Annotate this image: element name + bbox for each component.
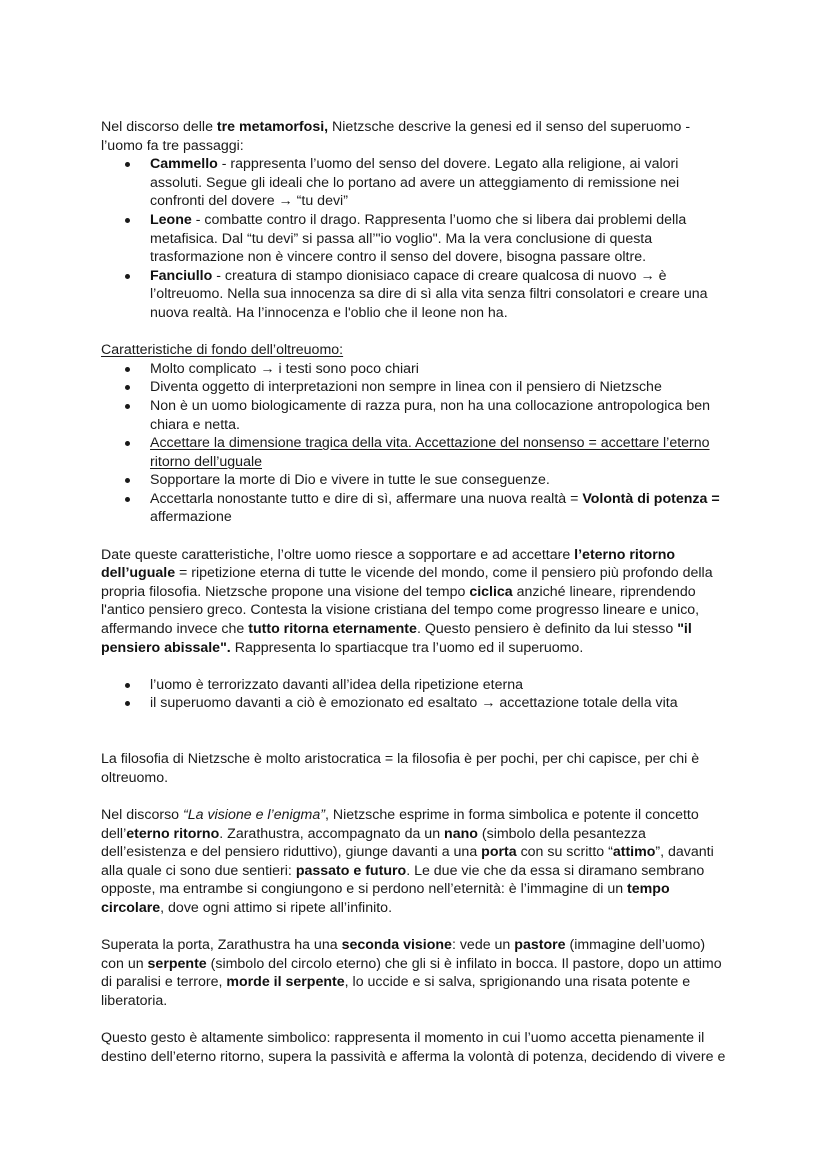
bold-term: Volontà di potenza =: [582, 490, 720, 507]
bullet-icon: [125, 385, 130, 390]
aristocratica-paragraph: La filosofia di Nietzsche è molto aristocratica = la filosofia è per pochi, per chi capisce, per chi è oltreuomo.: [101, 751, 700, 786]
text-run: Nel discorso delle: [101, 119, 217, 135]
text-run: Molto complicato → i testi sono poco chiari: [150, 360, 419, 377]
spacer: [101, 787, 729, 806]
spacer: [101, 732, 729, 751]
text-run: , lo uccide e si salva, sprigionando una risata potente e liberatoria.: [101, 974, 691, 1009]
bold-term: serpente: [147, 955, 207, 972]
text-run: . Questo pensiero è definito da lui stesso: [416, 621, 678, 638]
bullet-icon: [125, 441, 130, 446]
list-item: [101, 434, 729, 471]
spacer: [101, 918, 729, 937]
bold-term: Cammello: [150, 156, 218, 173]
bold-term: seconda visione: [341, 937, 452, 954]
text-run: Rappresenta lo spartiacque tra l’uomo ed il superuomo.: [230, 639, 584, 656]
bullet-icon: [125, 683, 130, 688]
spacer: [101, 713, 729, 732]
list-item: [101, 397, 729, 434]
bold-term: "il pensiero abissale".: [101, 621, 692, 656]
list-item: [101, 490, 729, 527]
text-run: : vede un: [451, 937, 515, 954]
document-page: [101, 118, 729, 1066]
text-run: Nel discorso: [101, 806, 184, 823]
bullet-icon: [125, 497, 130, 502]
list-item: [101, 360, 729, 379]
text-run: affermazione: [150, 509, 232, 526]
eterno-ritorno-paragraph: [101, 546, 729, 658]
text-run: l’uomo è terrorizzato davanti all’idea della ripetizione eterna: [150, 676, 524, 693]
text-run: Diventa oggetto di interpretazioni non sempre in linea con il pensiero di Nietzsche: [150, 379, 662, 396]
text-run: Accettarla nonostante tutto e dire di sì, affermare una nuova realtà =: [150, 490, 583, 507]
bold-term: ciclica: [469, 583, 513, 600]
caratteristiche-list: [101, 360, 729, 527]
text-run: con su scritto “: [516, 844, 613, 861]
bullet-icon: [125, 274, 130, 279]
caratteristiche-heading: Caratteristiche di fondo dell’oltreuomo:: [101, 342, 344, 359]
uomo-superuomo-list: [101, 676, 729, 713]
bullet-icon: [125, 162, 130, 167]
pastore-paragraph: [101, 936, 729, 1010]
bold-term: tempo circolare: [101, 881, 670, 916]
list-item: [101, 471, 729, 490]
list-item: [101, 378, 729, 397]
text-run: (immagine dell’uomo) con un: [101, 937, 706, 972]
visione-enigma-paragraph: [101, 806, 729, 918]
list-item-fanciullo: [101, 267, 729, 323]
bullet-icon: [125, 404, 130, 409]
text-run: (simbolo del circolo eterno) che gli si è infilato in bocca. Il pastore, dopo un attimo di paralisi e terrore,: [101, 955, 722, 991]
text-run: anziché lineare, riprendendo l'antico pensiero greco. Contesta la visione cristiana del tempo come progresso lineare e unico, affermando invece che: [101, 583, 700, 638]
spacer: [101, 657, 729, 676]
text-run: Nietzsche descrive la genesi ed il senso del superuomo - l’uomo fa tre passaggi:: [101, 119, 691, 154]
text-run: . Zarathustra, accompagnato da un: [219, 825, 445, 842]
list-item: [101, 676, 729, 695]
text-run: - creatura di stampo dionisiaco capace di creare qualcosa di nuovo → è l’oltreuomo. Nella sua innocenza sa dire di sì alla vita senza filtri consolatori e creare una nuova realtà. Ha l’innocenza e l'oblio che il leone non ha.: [150, 267, 708, 321]
text-run: , Nietzsche esprime in forma simbolica e potente il concetto dell’: [101, 806, 699, 842]
list-item-leone: [101, 211, 729, 267]
bullet-icon: [125, 367, 130, 372]
text-run: Superata la porta, Zarathustra ha una: [101, 937, 342, 954]
bullet-icon: [125, 218, 130, 223]
text-run: il superuomo davanti a ciò è emozionato ed esaltato → accettazione totale della vita: [150, 695, 678, 712]
bold-term: porta: [481, 844, 517, 861]
spacer: [101, 323, 729, 342]
bold-term: pastore: [514, 937, 566, 954]
bold-term: tutto ritorna eternamente: [248, 621, 417, 638]
bold-term: eterno ritorno: [126, 825, 220, 842]
bold-term: nano: [444, 825, 478, 842]
text-run: (simbolo della pesantezza dell’esistenza e del pensiero riduttivo), giunge davanti a una: [101, 825, 646, 861]
bold-term: tre metamorfosi,: [216, 119, 329, 135]
list-item: [101, 694, 729, 713]
spacer: [101, 527, 729, 546]
bold-term: l’eterno ritorno dell’uguale: [101, 546, 676, 582]
spacer: [101, 1011, 729, 1030]
text-run: Sopportare la morte di Dio e vivere in tutte le sue conseguenze.: [150, 472, 550, 489]
bold-term: passato e futuro: [295, 862, 407, 879]
text-run: = ripetizione eterna di tutte le vicende del mondo, come il pensiero più profondo della propria filosofia. Nietzsche propone una visione del tempo: [101, 565, 713, 600]
bold-term: Fanciullo: [150, 267, 213, 284]
metamorfosi-list: [101, 155, 729, 322]
bold-term: morde il serpente: [226, 974, 345, 991]
text-run: Non è un uomo biologicamente di razza pura, non ha una collocazione antropologica ben chiara e netta.: [150, 397, 710, 433]
text-run: - combatte contro il drago. Rappresenta l’uomo che si libera dai problemi della metafisica. Dal “tu devi” si passa all’"io voglio". Ma la vera conclusione di questa trasformazione non è vincere contro il senso del dovere, bisogna passare oltre.: [150, 211, 687, 266]
underlined-text: Accettare la dimensione tragica della vita. Accettazione del nonsenso = accettare l’eterno ritorno dell’uguale: [150, 435, 710, 470]
text-run: , dove ogni attimo si ripete all’infinito.: [160, 899, 393, 916]
text-run: Date queste caratteristiche, l’oltre uomo riesce a sopportare e ad accettare: [101, 546, 575, 563]
bold-term: attimo: [612, 844, 656, 861]
bold-term: Leone: [150, 211, 192, 228]
text-run: - rappresenta l’uomo del senso del dovere. Legato alla religione, ai valori assoluti. Segue gli ideali che lo portano ad avere un atteggiamento di remissione nei confronti del dovere → “tu devi”: [150, 156, 680, 210]
italic-title: “La visione e l’enigma”: [183, 806, 325, 823]
bullet-icon: [125, 701, 130, 706]
metamorfosi-intro: [101, 118, 729, 155]
bullet-icon: [125, 478, 130, 483]
list-item-cammello: [101, 155, 729, 211]
gesto-paragraph: Questo gesto è altamente simbolico: rappresenta il momento in cui l’uomo accetta pienamente il destino dell’eterno ritorno, supera la passività e afferma la volontà di potenza, decidendo di vivere e: [101, 1030, 726, 1065]
text-run: . Le due vie che da essa si diramano sembrano opposte, ma entrambe si congiungono e si perdono nell’eternità: è l’immagine di un: [101, 862, 705, 898]
text-run: ”, davanti alla quale ci sono due sentieri:: [101, 844, 714, 879]
